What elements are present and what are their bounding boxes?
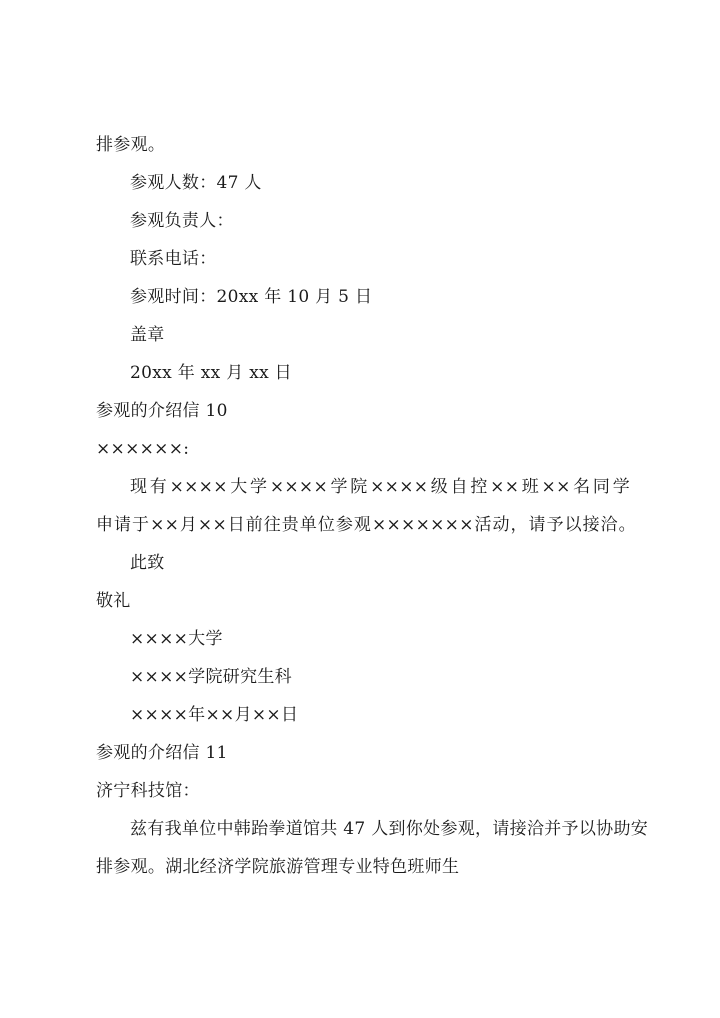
signature-university: ××××大学	[130, 629, 223, 649]
contact-phone-line: 联系电话：	[130, 249, 217, 269]
text-line-continuation: 排参观。	[96, 135, 166, 155]
visitor-count-line: 参观人数：47 人	[130, 173, 262, 193]
section-heading-10: 参观的介绍信 10	[96, 401, 228, 421]
salutation-line: 敬礼	[96, 591, 131, 611]
closing-line: 此致	[130, 553, 165, 573]
signature-date: ××××年××月××日	[130, 705, 299, 725]
body-line-11-1: 兹有我单位中韩跆拳道馆共 47 人到你处参观，请接洽并予以协助安	[130, 819, 649, 839]
signature-department: ××××学院研究生科	[130, 667, 292, 687]
recipient-line: ××××××:	[96, 439, 190, 459]
date-line: 20xx 年 xx 月 xx 日	[130, 363, 292, 383]
stamp-line: 盖章	[130, 325, 165, 345]
section-heading-11: 参观的介绍信 11	[96, 743, 228, 763]
body-line-2: 申请于××月××日前往贵单位参观×××××××活动，请予以接洽。	[96, 515, 636, 535]
body-line-11-2: 排参观。湖北经济学院旅游管理专业特色班师生	[96, 857, 460, 877]
visit-time-line: 参观时间：20xx 年 10 月 5 日	[130, 287, 373, 307]
person-in-charge-line: 参观负责人：	[130, 211, 234, 231]
recipient-line-11: 济宁科技馆：	[96, 781, 200, 801]
body-line-1: 现有××××大学××××学院××××级自控××班××名同学	[130, 477, 630, 497]
